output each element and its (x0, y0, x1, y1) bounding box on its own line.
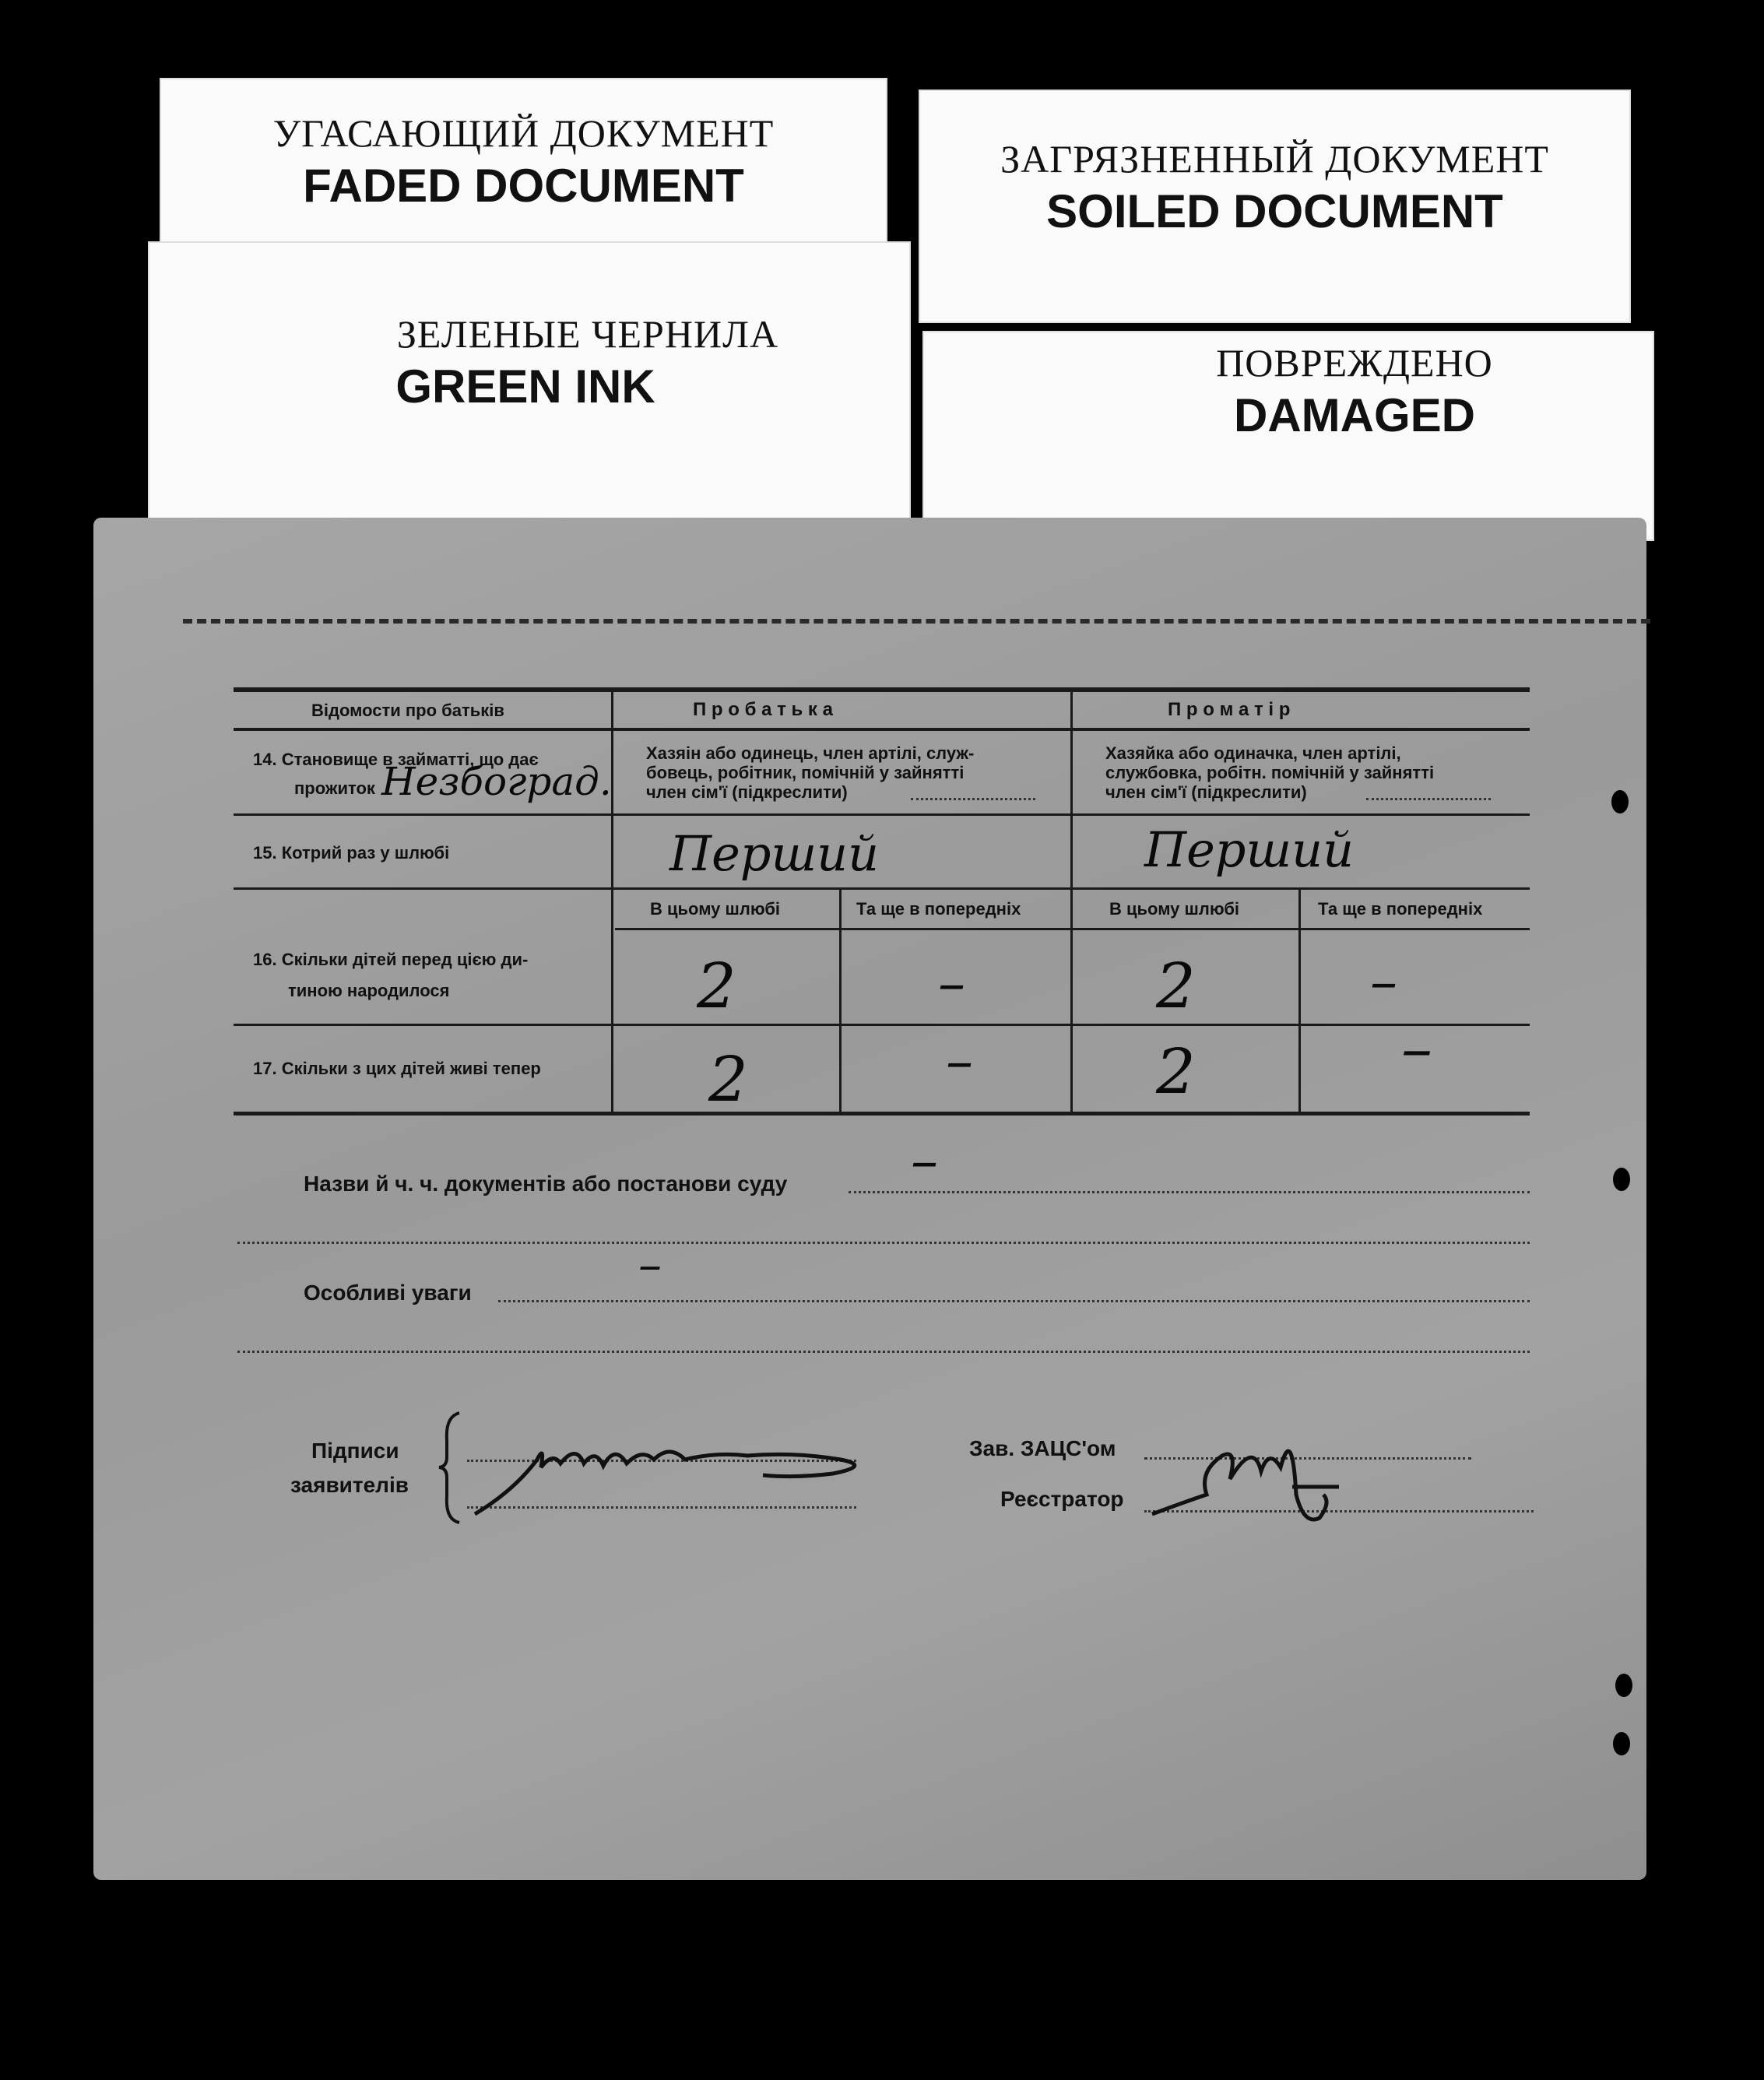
row14-label-2: прожиток (294, 778, 375, 798)
documents-label: Назви й ч. ч. документів або постанови суду (304, 1172, 788, 1196)
table-subcol-divider-mother (1298, 887, 1301, 1114)
father-this-marriage-header: В цьому шлюбі (650, 899, 781, 919)
head-zags-label: Зав. ЗАЦС'ом (969, 1436, 1116, 1460)
green-ink-label-ru: ЗЕЛЕНЫЕ ЧЕРНИЛА (396, 312, 779, 356)
header-about-father: П р о б а т ь к а (693, 699, 833, 720)
header-about-mother: П р о м а т і р (1168, 699, 1291, 720)
registrar-signature (1137, 1409, 1355, 1541)
signature-brace (436, 1409, 467, 1526)
documents-dotted (849, 1191, 1530, 1193)
damaged-label-en: DAMAGED (1234, 389, 1475, 441)
table-top-rule (234, 687, 1530, 692)
mother-this-marriage-header: В цьому шлюбі (1109, 899, 1240, 919)
row14-mother-dotted (1366, 798, 1491, 800)
remarks-label: Особливі уваги (304, 1281, 472, 1305)
soiled-document-label (919, 90, 1631, 323)
faded-label-ru: УГАСАЮЩИЙ ДОКУМЕНТ (272, 111, 775, 155)
punch-hole (1615, 1674, 1632, 1697)
row16-mother-this: 2 (1156, 950, 1196, 1022)
green-ink-label-en: GREEN INK (395, 360, 655, 413)
signatures-label: Підписи (311, 1439, 399, 1463)
table-col-divider-2 (1070, 687, 1073, 1114)
soiled-label-en: SOILED DOCUMENT (1046, 185, 1503, 237)
faded-document-label (160, 78, 887, 257)
row17-father-previous: – (946, 1029, 973, 1093)
row16-mother-previous: – (1370, 950, 1397, 1014)
punch-hole (1613, 1168, 1630, 1191)
remarks-dotted (498, 1300, 1530, 1302)
row14-mother-options-1: Хазяйка або одиначка, член артілі, (1105, 743, 1401, 763)
row14-mother-options-2: службовка, робітн. помічній у зайнятті (1105, 763, 1435, 782)
table-bottom-rule (234, 1112, 1530, 1116)
green-ink-label (148, 241, 911, 529)
registrar-label: Реєстратор (1000, 1487, 1124, 1511)
table-col-divider-1 (611, 687, 613, 1114)
applicant-signature (467, 1428, 887, 1522)
row15-mother-value: Перший (1144, 821, 1355, 878)
header-parents-info: Відомости про батьків (311, 701, 504, 720)
row14-father-options-3: член сім'ї (підкреслити) (646, 782, 848, 802)
table-row14-rule (234, 813, 1530, 816)
row16-father-this: 2 (697, 950, 736, 1022)
row16-father-previous: – (938, 951, 965, 1015)
row15-label: 15. Котрий раз у шлюбі (253, 843, 450, 863)
punch-hole (1611, 790, 1629, 813)
row14-handwritten-value: Незбоград. (381, 759, 612, 804)
row14-father-options-2: бовець, робітник, помічній у зайнятті (646, 763, 965, 782)
document-sheet (93, 518, 1646, 1880)
row14-father-dotted (911, 798, 1035, 800)
mother-previous-header: Та ще в попередніх (1318, 899, 1483, 919)
table-header-rule (234, 728, 1530, 731)
row14-mother-options-3: член сім'ї (підкреслити) (1105, 782, 1307, 802)
row16-label-2: тиною народилося (288, 981, 450, 1000)
faded-label-en: FADED DOCUMENT (303, 160, 744, 212)
table-subcol-divider-father (839, 887, 842, 1114)
signatures-label-2: заявителів (290, 1473, 409, 1497)
documents-dotted-2 (237, 1242, 1530, 1244)
punch-hole (1613, 1732, 1630, 1755)
table-row15-rule (234, 887, 1530, 890)
row17-label: 17. Скільки з цих дітей живі тепер (253, 1059, 541, 1078)
perforation-line (183, 619, 1650, 624)
table-row16-rule (234, 1024, 1530, 1026)
row17-mother-this: 2 (1156, 1035, 1196, 1108)
remarks-value: – (638, 1238, 662, 1292)
row15-father-value: Перший (669, 825, 880, 882)
documents-value: – (911, 1129, 938, 1193)
damaged-label-ru: ПОВРЕЖДЕНО (1216, 341, 1493, 385)
remarks-dotted-2 (237, 1351, 1530, 1353)
row14-father-options-1: Хазяін або одинець, член артілі, служ- (646, 743, 975, 763)
soiled-label-ru: ЗАГРЯЗНЕННЫЙ ДОКУМЕНТ (1000, 137, 1549, 181)
row16-label: 16. Скільки дітей перед цією ди- (253, 950, 529, 969)
damaged-label (922, 331, 1654, 541)
father-previous-header: Та ще в попередніх (856, 899, 1021, 919)
row14-label: 14. Становище в займатті, що дає (253, 750, 539, 769)
row17-father-this: 2 (708, 1043, 748, 1116)
row17-mother-previous: – (1401, 1012, 1432, 1084)
